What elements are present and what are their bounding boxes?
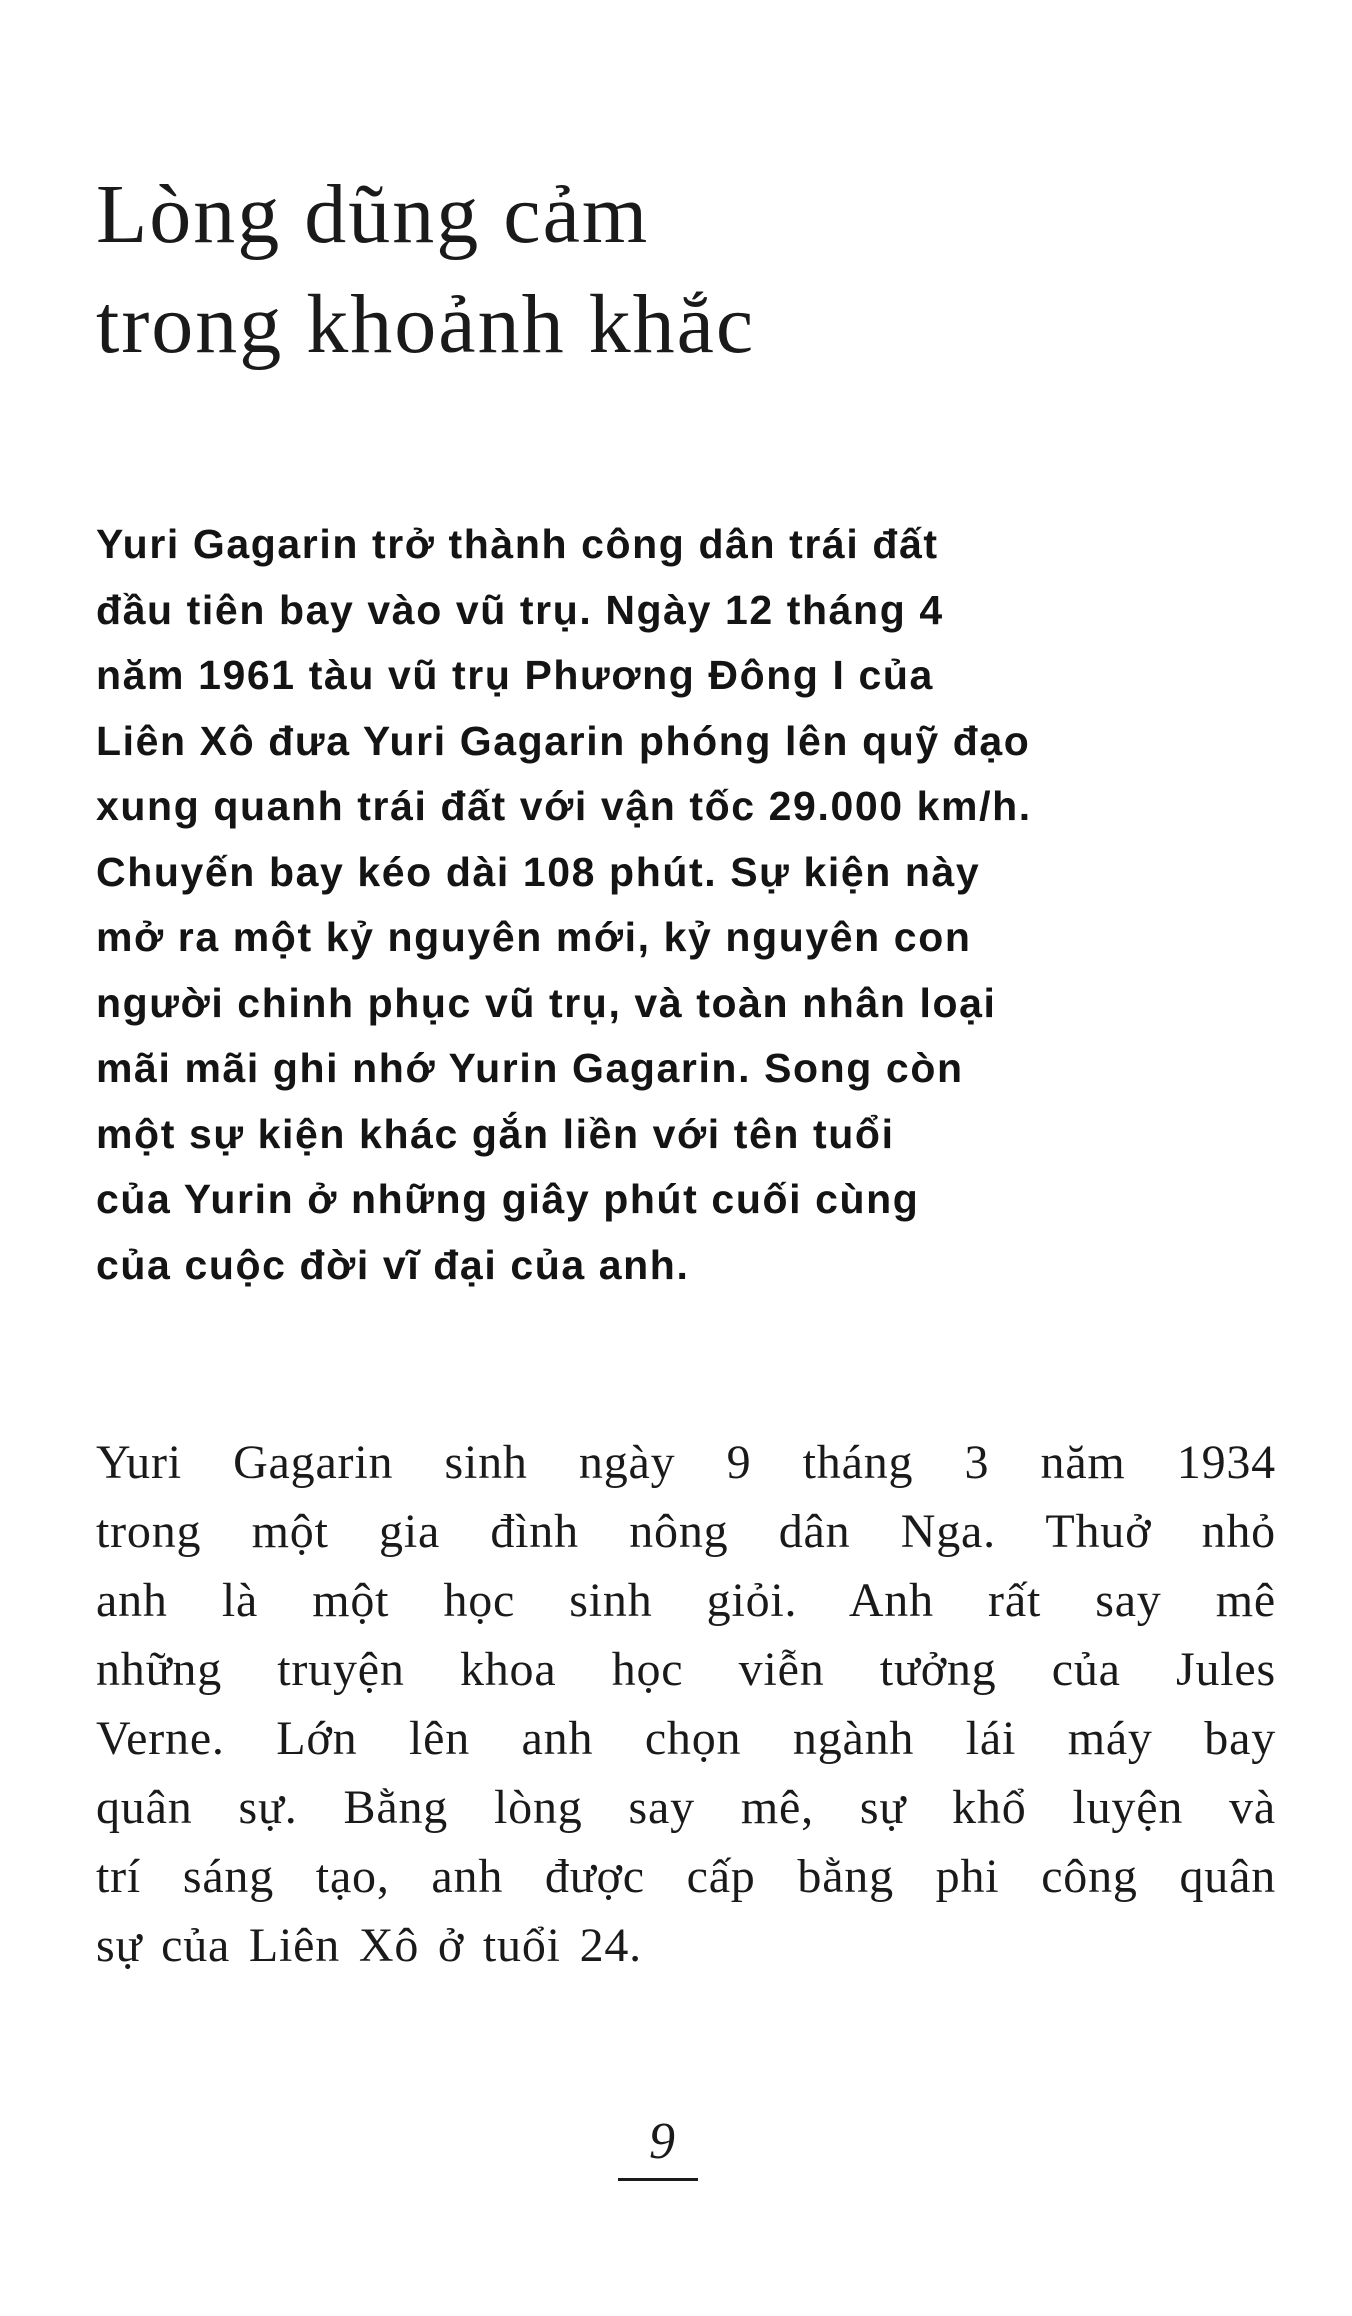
page-number-rule xyxy=(618,2178,698,2181)
chapter-title xyxy=(96,160,1276,380)
intro-line: đầu tiên bay vào vũ trụ. Ngày 12 tháng 4 xyxy=(96,586,944,633)
body-line: những truyện khoa học viễn tưởng của Jules xyxy=(96,1643,1276,1696)
body-line: trí sáng tạo, anh được cấp bằng phi công quân xyxy=(96,1850,1276,1903)
intro-line: người chinh phục vũ trụ, và toàn nhân loại xyxy=(96,979,997,1026)
intro-paragraph xyxy=(96,512,1276,1298)
body-line: anh là một học sinh giỏi. Anh rất say mê xyxy=(96,1574,1276,1627)
intro-line: Yuri Gagarin trở thành công dân trái đất xyxy=(96,521,939,567)
intro-line: năm 1961 tàu vũ trụ Phương Đông I của xyxy=(96,652,934,698)
intro-line: Liên Xô đưa Yuri Gagarin phóng lên quỹ đạo xyxy=(96,717,1031,764)
chapter-title-line-1: Lòng dũng cảm xyxy=(96,168,650,261)
body-line: quân sự. Bằng lòng say mê, sự khổ luyện và xyxy=(96,1781,1276,1834)
intro-line: Chuyến bay kéo dài 108 phút. Sự kiện này xyxy=(96,848,981,895)
intro-line: mở ra một kỷ nguyên mới, kỷ nguyên con xyxy=(96,914,972,960)
intro-line: xung quanh trái đất với vận tốc 29.000 km/h. xyxy=(96,783,1032,829)
chapter-title-line-2: trong khoảnh khắc xyxy=(96,278,756,371)
intro-line: một sự kiện khác gắn liền với tên tuổi xyxy=(96,1110,895,1157)
body-paragraph xyxy=(96,1428,1276,1980)
body-line: Verne. Lớn lên anh chọn ngành lái máy bay xyxy=(96,1712,1276,1765)
body-line: Yuri Gagarin sinh ngày 9 tháng 3 năm 1934 xyxy=(96,1436,1276,1489)
page-number: 9 xyxy=(649,2113,675,2170)
body-line: sự của Liên Xô ở tuổi 24. xyxy=(96,1919,642,1972)
intro-line: của cuộc đời vĩ đại của anh. xyxy=(96,1241,690,1288)
intro-line: của Yurin ở những giây phút cuối cùng xyxy=(96,1176,920,1222)
body-line: trong một gia đình nông dân Nga. Thuở nhỏ xyxy=(96,1505,1276,1558)
intro-line: mãi mãi ghi nhớ Yurin Gagarin. Song còn xyxy=(96,1045,964,1091)
